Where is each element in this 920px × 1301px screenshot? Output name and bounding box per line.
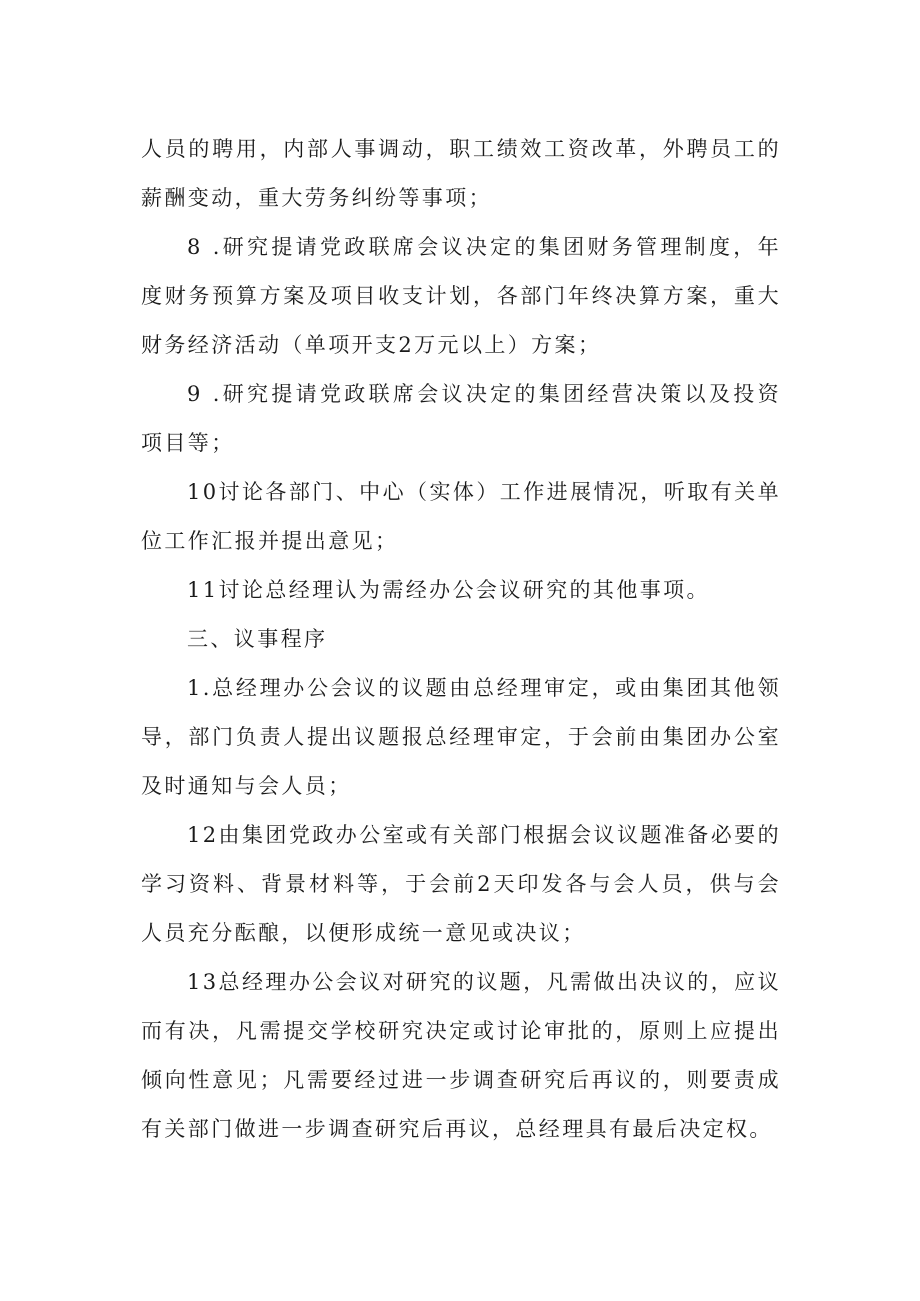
section-heading-procedure: 三、议事程序 — [187, 627, 328, 651]
paragraph-continuation: 人员的聘用，内部人事调动，职工绩效工资改革，外聘员工的薪酬变动，重大劳务纠纷等事项； — [141, 137, 781, 210]
paragraph-item-11: 11讨论总经理认为需经办公会议研究的其他事项。 — [187, 578, 710, 602]
paragraph-procedure-1: 1.总经理办公会议的议题由总经理审定，或由集团其他领导，部门负责人提出议题报总经理审定，于会前由集团办公室及时通知与会人员； — [141, 676, 781, 798]
paragraph-item-9: 9 .研究提请党政联席会议决定的集团经营决策以及投资项目等； — [141, 382, 781, 455]
paragraph-procedure-13: 13总经理办公会议对研究的议题，凡需做出决议的，应议而有决，凡需提交学校研究决定或讨论审批的，原则上应提出倾向性意见；凡需要经过进一步调查研究后再议的，则要责成有关部门做进一步调查研究后再议，总经理具有最后决定权。 — [141, 970, 781, 1141]
document-body — [141, 125, 781, 1154]
paragraph-procedure-12: 12由集团党政办公室或有关部门根据会议议题准备必要的学习资料、背景材料等，于会前2天印发各与会人员，供与会人员充分酝酿，以便形成统一意见或决议； — [141, 823, 781, 945]
paragraph-item-10: 10讨论各部门、中心（实体）工作进展情况，听取有关单位工作汇报并提出意见； — [141, 480, 781, 553]
paragraph-item-8: 8 .研究提请党政联席会议决定的集团财务管理制度，年度财务预算方案及项目收支计划，各部门年终决算方案，重大财务经济活动（单项开支2万元以上）方案； — [141, 235, 781, 357]
